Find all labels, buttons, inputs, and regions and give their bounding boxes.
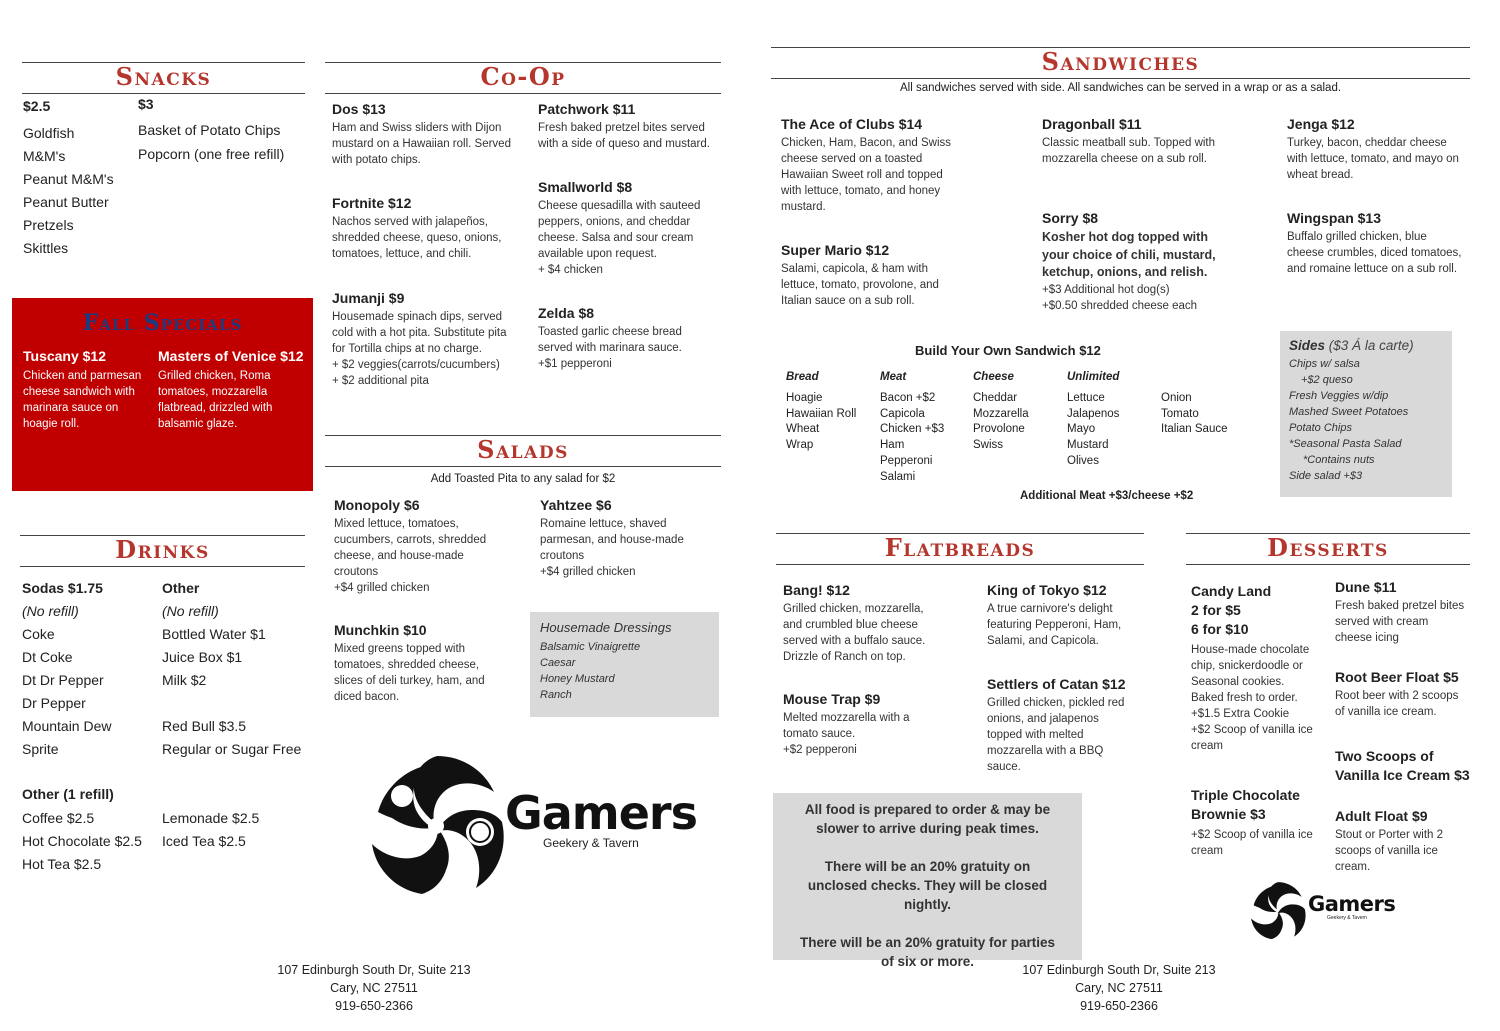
logo-small-name: Gamers bbox=[1308, 892, 1396, 916]
drinks-header bbox=[20, 535, 305, 567]
byo-option: Bacon +$2 bbox=[880, 392, 936, 404]
menu-item-title: Monopoly $6 bbox=[334, 497, 420, 513]
drink-item bbox=[162, 692, 312, 715]
menu-item-desc: Kosher hot dog topped with your choice of chili, mustard, ketchup, onions, and relish. bbox=[1042, 230, 1216, 279]
byo-column bbox=[973, 371, 1073, 454]
snack-item: Pretzels bbox=[23, 217, 74, 233]
sandwiches-title: Sandwiches bbox=[1041, 47, 1200, 76]
menu-item-desc: Melted mozzarella with a tomato sauce. +$2 pepperoni bbox=[783, 712, 910, 756]
fall-item-title: Masters of Venice $12 bbox=[158, 348, 304, 364]
dessert-item-brownie bbox=[1191, 786, 1316, 859]
byo-option: Cheddar bbox=[973, 392, 1018, 404]
sides-header bbox=[1289, 338, 1443, 353]
menu-item-desc: Turkey, bacon, cheddar cheese with lettuce, tomato, and mayo on wheat bread. bbox=[1287, 137, 1459, 181]
snack-item: Popcorn (one free refill) bbox=[138, 146, 285, 162]
notice-p2: There will be an 20% gratuity on unclosed checks. They will be closed nightly. bbox=[807, 859, 1048, 912]
dressing-item: Honey Mustard bbox=[540, 673, 615, 685]
fall-item-desc: Chicken and parmesan cheese sandwich with marinara sauce on hoagie roll. bbox=[23, 370, 142, 430]
drinks-refill-col1 bbox=[22, 807, 157, 876]
coop-item-patchwork bbox=[538, 101, 722, 152]
address-phone: 919-650-2366 bbox=[335, 999, 413, 1013]
snack-item: Goldfish bbox=[23, 125, 75, 141]
drink-item: Dt Coke bbox=[22, 649, 73, 665]
byo-column bbox=[786, 371, 886, 454]
flatbread-item-king-of-tokyo bbox=[987, 582, 1142, 649]
byo-option: Swiss bbox=[973, 439, 1004, 452]
byo-column bbox=[1067, 371, 1167, 470]
byo-column bbox=[1161, 371, 1261, 438]
side-item: Mashed Sweet Potatoes bbox=[1289, 406, 1409, 418]
address-right bbox=[999, 961, 1239, 1015]
sandwich-item-jenga bbox=[1287, 116, 1462, 183]
menu-item-desc: +$2 Scoop of vanilla ice cream bbox=[1191, 829, 1313, 857]
byo-option: Jalapenos bbox=[1067, 407, 1120, 420]
dressings-title: Housemade Dressings bbox=[540, 620, 672, 635]
menu-item-title: Mouse Trap $9 bbox=[783, 691, 881, 707]
menu-item-title: Super Mario $12 bbox=[781, 242, 890, 258]
side-item: +$2 queso bbox=[1301, 374, 1353, 386]
salad-item-monopoly bbox=[334, 497, 504, 596]
menu-item-title: Dos $13 bbox=[332, 101, 386, 117]
flatbreads-title: Flatbreads bbox=[884, 533, 1036, 562]
drink-item: Regular or Sugar Free bbox=[162, 741, 302, 757]
byo-column-head: Unlimited bbox=[1067, 371, 1120, 383]
snack-item: Peanut M&M's bbox=[23, 171, 114, 187]
menu-item-desc: Mixed lettuce, tomatoes, cucumbers, carrots, shredded cheese, and house-made croutons +$4 grilled chicken bbox=[334, 518, 487, 594]
menu-item-title: The Ace of Clubs $14 bbox=[781, 116, 923, 132]
byo-option: Hoagie bbox=[786, 392, 823, 404]
drink-item: Hot Chocolate $2.5 bbox=[22, 833, 142, 849]
dessert-item-candy-land bbox=[1191, 582, 1316, 754]
sides-title: Sides bbox=[1289, 338, 1326, 353]
menu-item-desc: Mixed greens topped with tomatoes, shredded cheese, slices of deli turkey, ham, and diced bacon. bbox=[334, 643, 485, 703]
dressings-list bbox=[540, 639, 709, 703]
menu-item-title: Smallworld $8 bbox=[538, 179, 633, 195]
menu-item-title: Jenga $12 bbox=[1287, 116, 1355, 132]
drink-item: Mountain Dew bbox=[22, 718, 112, 734]
menu-item-desc: Ham and Swiss sliders with Dijon mustard on a Hawaiian roll. Served with potato chips. bbox=[332, 122, 511, 166]
menu-item-desc: Fresh baked pretzel bites served with a side of queso and mustard. bbox=[538, 122, 710, 150]
menu-item-title: Wingspan $13 bbox=[1287, 210, 1382, 226]
byo-option: Salami bbox=[880, 470, 916, 483]
salad-item-yahtzee bbox=[540, 497, 715, 580]
logo bbox=[362, 752, 702, 900]
sides-box bbox=[1280, 331, 1452, 497]
byo-option: Pepperoni bbox=[880, 454, 933, 467]
snacks-col1 bbox=[23, 98, 133, 260]
side-item: *Contains nuts bbox=[1303, 454, 1375, 466]
logo-tagline: Geekery & Tavern bbox=[543, 836, 639, 850]
flatbread-item-bang bbox=[783, 582, 943, 665]
salad-item-munchkin bbox=[334, 622, 504, 705]
snacks-list-1 bbox=[23, 122, 133, 260]
byo-option: Tomato bbox=[1161, 407, 1199, 420]
drink-item: Other bbox=[162, 580, 200, 596]
flatbread-item-settlers-of-catan bbox=[987, 676, 1132, 775]
menu-item-title: Zelda $8 bbox=[538, 305, 595, 321]
coop-item-dos bbox=[332, 101, 517, 168]
drink-item: Bottled Water $1 bbox=[162, 626, 266, 642]
menu-item-title: Candy Land 2 for $5 6 for $10 bbox=[1191, 583, 1272, 637]
menu-item-desc: Housemade spinach dips, served cold with a hot pita. Substitute pita for Tortilla chips at no charge. + $2 veggies(carrots/cucumbers) + $2 additional pita bbox=[332, 311, 507, 387]
byo-option: Mustard bbox=[1067, 439, 1109, 452]
sides-list bbox=[1289, 356, 1443, 484]
byo-option: Lettuce bbox=[1067, 392, 1105, 404]
menu-item-desc: Stout or Porter with 2 scoops of vanilla ice cream. bbox=[1335, 829, 1444, 873]
drinks-title: Drinks bbox=[115, 535, 210, 564]
fall-item-title: Tuscany $12 bbox=[23, 348, 107, 364]
address-left bbox=[254, 961, 494, 1015]
coop-item-smallworld bbox=[538, 179, 718, 278]
menu-item-desc: Classic meatball sub. Topped with mozzarella cheese on a sub roll. bbox=[1042, 137, 1216, 165]
logo-swirl-icon bbox=[362, 752, 512, 900]
drink-item: Dt Dr Pepper bbox=[22, 672, 104, 688]
drinks-refill-title: Other (1 refill) bbox=[22, 786, 114, 802]
fall-item-venice bbox=[158, 348, 306, 432]
drink-item: Juice Box $1 bbox=[162, 649, 243, 665]
dessert-item-root-beer-float bbox=[1335, 669, 1470, 720]
drink-item: Iced Tea $2.5 bbox=[162, 833, 246, 849]
byo-column-head: Cheese bbox=[973, 371, 1014, 383]
dessert-item-dune bbox=[1335, 579, 1465, 646]
byo-column-head: Meat bbox=[880, 371, 907, 383]
sandwiches-header bbox=[771, 47, 1470, 79]
menu-item-desc: Cheese quesadilla with sauteed peppers, onions, and cheddar cheese. Salsa and sour cream available upon request. + $4 chicken bbox=[538, 200, 701, 276]
menu-item-desc: Grilled chicken, mozzarella, and crumbled blue cheese served with a buffalo sauce. Drizzle of Ranch on top. bbox=[783, 603, 926, 663]
address-line2: Cary, NC 27511 bbox=[1075, 981, 1163, 995]
snacks-list-2 bbox=[138, 118, 318, 166]
coop-item-fortnite bbox=[332, 195, 517, 262]
flatbreads-header bbox=[776, 533, 1144, 565]
byo-option: Onion bbox=[1161, 392, 1192, 404]
menu-item-title: Patchwork $11 bbox=[538, 101, 636, 117]
snack-item: Peanut Butter bbox=[23, 194, 109, 210]
menu-item-desc: A true carnivore's delight featuring Pepperoni, Ham, Salami, and Capicola. bbox=[987, 603, 1122, 647]
menu-item-desc: Nachos served with jalapeños, shredded cheese, queso, onions, tomatoes, lettuce, and chili. bbox=[332, 216, 502, 260]
sandwich-item-ace-of-clubs bbox=[781, 116, 959, 215]
desserts-title: Desserts bbox=[1267, 533, 1389, 562]
logo-swirl-small-icon bbox=[1247, 880, 1309, 942]
menu-item-title: Two Scoops of Vanilla Ice Cream $3 bbox=[1335, 748, 1470, 783]
menu-item-desc: Root beer with 2 scoops of vanilla ice cream. bbox=[1335, 690, 1459, 718]
sides-price: ($3 Á la carte) bbox=[1328, 338, 1414, 353]
dessert-item-two-scoops bbox=[1335, 747, 1475, 788]
snacks-col2 bbox=[138, 96, 318, 166]
notice-p3: There will be an 20% gratuity for parties of six or more. bbox=[799, 935, 1056, 969]
notice-p1: All food is prepared to order & may be slower to arrive during peak times. bbox=[804, 802, 1051, 836]
byo-column bbox=[880, 371, 980, 485]
sandwich-item-dragonball bbox=[1042, 116, 1222, 167]
drink-item: Coffee $2.5 bbox=[22, 810, 95, 826]
fall-specials-title: Fall Specials bbox=[82, 310, 243, 336]
menu-item-title: Adult Float $9 bbox=[1335, 808, 1428, 824]
drinks-refill-col2 bbox=[162, 807, 312, 853]
menu-item-title: Settlers of Catan $12 bbox=[987, 676, 1126, 692]
menu-item-desc: Romaine lettuce, shaved parmesan, and house-made croutons +$4 grilled chicken bbox=[540, 518, 684, 578]
menu-item-title: Yahtzee $6 bbox=[540, 497, 612, 513]
drink-item: Dr Pepper bbox=[22, 695, 86, 711]
salads-header bbox=[325, 435, 721, 467]
menu-item-desc: Buffalo grilled chicken, blue cheese crumbles, diced tomatoes, and romaine lettuce on a sub roll. bbox=[1287, 231, 1462, 275]
snacks-price-2: $3 bbox=[138, 96, 154, 112]
salads-title: Salads bbox=[477, 435, 569, 464]
drink-item: Sprite bbox=[22, 741, 59, 757]
coop-title: Co-Op bbox=[480, 62, 566, 91]
menu-item-desc: Chicken, Ham, Bacon, and Swiss cheese served on a toasted Hawaiian Sweet roll and topped with lettuce, tomato, and honey mustard. bbox=[781, 137, 952, 213]
sandwich-item-sorry bbox=[1042, 210, 1224, 314]
menu-item-title: Dune $11 bbox=[1335, 579, 1397, 595]
address-line1: 107 Edinburgh South Dr, Suite 213 bbox=[1022, 963, 1216, 977]
drink-item: Sodas $1.75 bbox=[22, 580, 103, 596]
flatbread-item-mouse-trap bbox=[783, 691, 933, 758]
desserts-header bbox=[1186, 533, 1470, 565]
byo-column-head bbox=[1161, 371, 1261, 383]
menu-item-title: Fortnite $12 bbox=[332, 195, 412, 211]
dressing-item: Caesar bbox=[540, 657, 576, 669]
menu-item-desc: Toasted garlic cheese bread served with marinara sauce. +$1 pepperoni bbox=[538, 326, 682, 370]
menu-item-title: Root Beer Float $5 bbox=[1335, 669, 1459, 685]
snack-item: M&M's bbox=[23, 148, 66, 164]
address-phone: 919-650-2366 bbox=[1080, 999, 1158, 1013]
sandwiches-note: All sandwiches served with side. All sandwiches can be served in a wrap or as a salad. bbox=[899, 82, 1342, 94]
drink-item: Hot Tea $2.5 bbox=[22, 856, 102, 872]
coop-header bbox=[325, 62, 721, 94]
menu-item-extra: +$0.50 shredded cheese each bbox=[1042, 299, 1198, 312]
drink-item: (No refill) bbox=[22, 603, 79, 619]
byo-option: Olives bbox=[1067, 454, 1099, 467]
menu-item-extra: +$3 Additional hot dog(s) bbox=[1042, 283, 1170, 296]
menu-item-title: Munchkin $10 bbox=[334, 622, 427, 638]
drinks-col2 bbox=[162, 577, 312, 761]
byo-option: Mozzarella bbox=[973, 407, 1029, 420]
menu-item-title: Dragonball $11 bbox=[1042, 116, 1142, 132]
byo-footer: Additional Meat +$3/cheese +$2 bbox=[1020, 490, 1194, 502]
snacks-title: Snacks bbox=[115, 62, 212, 91]
byo-option: Ham bbox=[880, 439, 905, 452]
dressing-item: Balsamic Vinaigrette bbox=[540, 641, 641, 653]
byo-title: Build Your Own Sandwich $12 bbox=[915, 343, 1101, 358]
drink-item: Red Bull $3.5 bbox=[162, 718, 247, 734]
fall-item-desc: Grilled chicken, Roma tomatoes, mozzarella flatbread, drizzled with balsamic glaze. bbox=[158, 370, 273, 430]
byo-grid bbox=[786, 371, 1266, 496]
menu-item-desc: Grilled chicken, pickled red onions, and jalapenos topped with melted mozzarella with a BBQ sauce. bbox=[987, 697, 1125, 773]
dressing-item: Ranch bbox=[540, 689, 572, 701]
byo-option: Capicola bbox=[880, 407, 925, 420]
address-line2: Cary, NC 27511 bbox=[330, 981, 418, 995]
dessert-item-adult-float bbox=[1335, 808, 1460, 875]
coop-item-zelda bbox=[538, 305, 708, 372]
menu-item-desc: Fresh baked pretzel bites served with cream cheese icing bbox=[1335, 600, 1465, 644]
dressings-box bbox=[530, 612, 719, 717]
address-line1: 107 Edinburgh South Dr, Suite 213 bbox=[277, 963, 471, 977]
side-item: Chips w/ salsa bbox=[1289, 358, 1360, 370]
logo-small-tagline: Geekery & Tavern bbox=[1327, 915, 1367, 921]
byo-option: Wrap bbox=[786, 439, 814, 452]
salads-note: Add Toasted Pita to any salad for $2 bbox=[430, 473, 616, 485]
sandwich-item-wingspan bbox=[1287, 210, 1462, 277]
drink-item: Coke bbox=[22, 626, 55, 642]
fall-item-tuscany bbox=[23, 348, 148, 432]
side-item: *Seasonal Pasta Salad bbox=[1289, 438, 1402, 450]
byo-option: Italian Sauce bbox=[1161, 423, 1228, 436]
drink-item: Milk $2 bbox=[162, 672, 207, 688]
side-item: Side salad +$3 bbox=[1289, 470, 1363, 482]
drink-item: Lemonade $2.5 bbox=[162, 810, 260, 826]
byo-option: Mayo bbox=[1067, 423, 1096, 436]
snacks-price-1: $2.5 bbox=[23, 98, 51, 114]
snack-item: Skittles bbox=[23, 240, 69, 256]
menu-item-title: King of Tokyo $12 bbox=[987, 582, 1107, 598]
menu-item-title: Sorry $8 bbox=[1042, 210, 1099, 226]
drink-item: (No refill) bbox=[162, 603, 219, 619]
notice-box bbox=[773, 793, 1082, 969]
byo-option: Hawaiian Roll bbox=[786, 407, 857, 420]
menu-item-title: Jumanji $9 bbox=[332, 290, 405, 306]
menu-item-desc: Salami, capicola, & ham with lettuce, tomato, provolone, and Italian sauce on a sub roll. bbox=[781, 263, 939, 307]
fall-specials-box bbox=[12, 298, 313, 491]
byo-column-head: Bread bbox=[786, 371, 819, 383]
menu-item-desc: House-made chocolate chip, snickerdoodle or Seasonal cookies. Baked fresh to order. +$1.5 Extra Cookie +$2 Scoop of vanilla ice cream bbox=[1191, 644, 1313, 752]
side-item: Fresh Veggies w/dip bbox=[1289, 390, 1389, 402]
sandwich-item-super-mario bbox=[781, 242, 959, 309]
byo-option: Chicken +$3 bbox=[880, 423, 945, 436]
side-item: Potato Chips bbox=[1289, 422, 1352, 434]
byo-option: Provolone bbox=[973, 423, 1025, 436]
menu-item-title: Bang! $12 bbox=[783, 582, 850, 598]
menu-item-title: Triple Chocolate Brownie $3 bbox=[1191, 787, 1300, 822]
logo-small bbox=[1247, 880, 1397, 942]
drinks-col1 bbox=[22, 577, 157, 761]
coop-item-jumanji bbox=[332, 290, 522, 389]
byo-option: Wheat bbox=[786, 423, 820, 436]
logo-name: Gamers bbox=[505, 786, 697, 840]
snack-item: Basket of Potato Chips bbox=[138, 122, 281, 138]
snacks-header bbox=[22, 62, 305, 94]
